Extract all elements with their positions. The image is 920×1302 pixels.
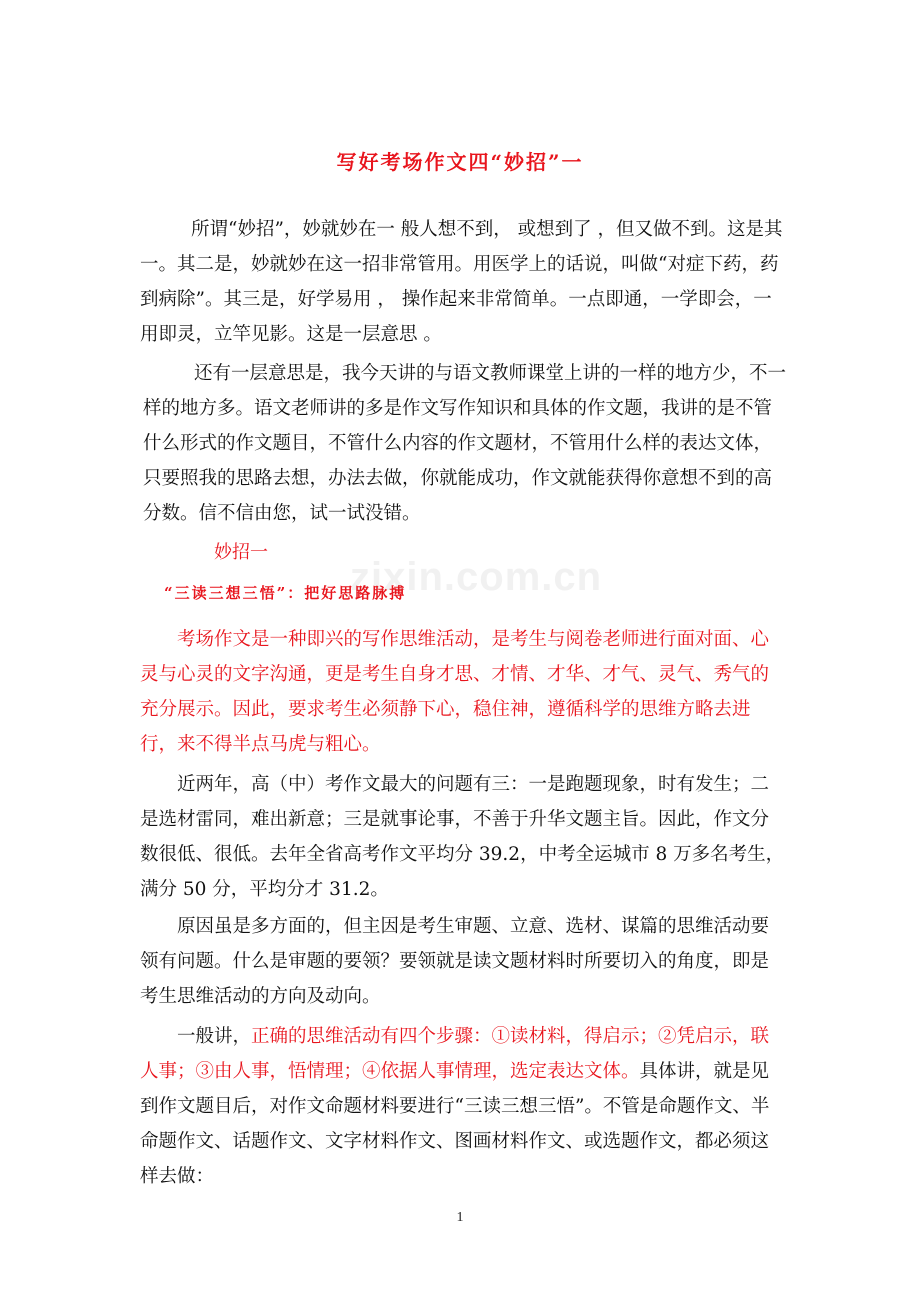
steps-paragraph: [140, 1019, 785, 1194]
steps-red: 正确的思维活动有四个步骤：①读材料，得启示；②凭启示，联人事；③由人事，悟情理；④依据人事情理，选定表达文体。: [140, 1026, 770, 1082]
watermark: zixin.com.cn: [350, 555, 603, 599]
steps-tail: 具体讲，就是见到作文题目后，对作文命题材料要进行“三读三想三悟”。不管是命题作文、半命题作文、话题作文、文字材料作文、图画材料作文、或选题作文，都必须这样去做：: [140, 1061, 770, 1187]
section-subheading: “三读三想三悟”：把好思路脉搏: [164, 584, 407, 602]
intro-paragraph-2: 还有一层意思是，我今天讲的与语文教师课堂上讲的一样的地方少，不一样的地方多。语文老师讲的多是作文写作知识和具体的作文题，我讲的是不管什么形式的作文题目，不管什么内容的作文题材，不管用什么样的表达文体，只要照我的思路去想，办法去做，你就能成功，作文就能获得你意想不到的高分数。信不信由您，试一试没错。: [143, 363, 787, 524]
intro-paragraph-1: 所谓“妙招”，妙就妙在一 般人想不到， 或想到了 ，但又做不到。这是其一。其二是，妙就妙在这一招非常管用。用医学上的话说，叫做“对症下药，药到病除”。其三是，好学易用 ， 操作起来非常简单。一点即通，一学即会，一用即灵，立竿见影。这是一层意思 。: [140, 219, 783, 345]
page-title: 写好考场作文四“妙招”一: [336, 150, 584, 174]
page-number: 1: [456, 1210, 464, 1225]
reason-paragraph: 原因虽是多方面的，但主因是考生审题、立意、选材、谋篇的思维活动要领有问题。什么是审题的要领？要领就是读文题材料时所要切入的角度，即是考生思维活动的方向及动向。: [140, 916, 770, 1007]
problems-paragraph: 近两年，高（中）考作文最大的问题有三：一是跑题现象，时有发生；二是选材雷同，难出新意；三是就事论事，不善于升华文题主旨。因此，作文分数很低、很低。去年全省高考作文平均分 39.2，中考全运城市 8 万多名考生，满分 50 分，平均分才 31.2。: [140, 774, 785, 900]
section-heading: 妙招一: [214, 542, 268, 563]
section-paragraph-red: 考场作文是一种即兴的写作思维活动，是考生与阅卷老师进行面对面、心灵与心灵的文字沟通，更是考生自身才思、才情、才华、才气、灵气、秀气的充分展示。因此，要求考生必须静下心，稳住神，遵循科学的思维方略去进行，来不得半点马虎与粗心。: [140, 629, 770, 755]
steps-lead: 一般讲，: [177, 1026, 252, 1047]
